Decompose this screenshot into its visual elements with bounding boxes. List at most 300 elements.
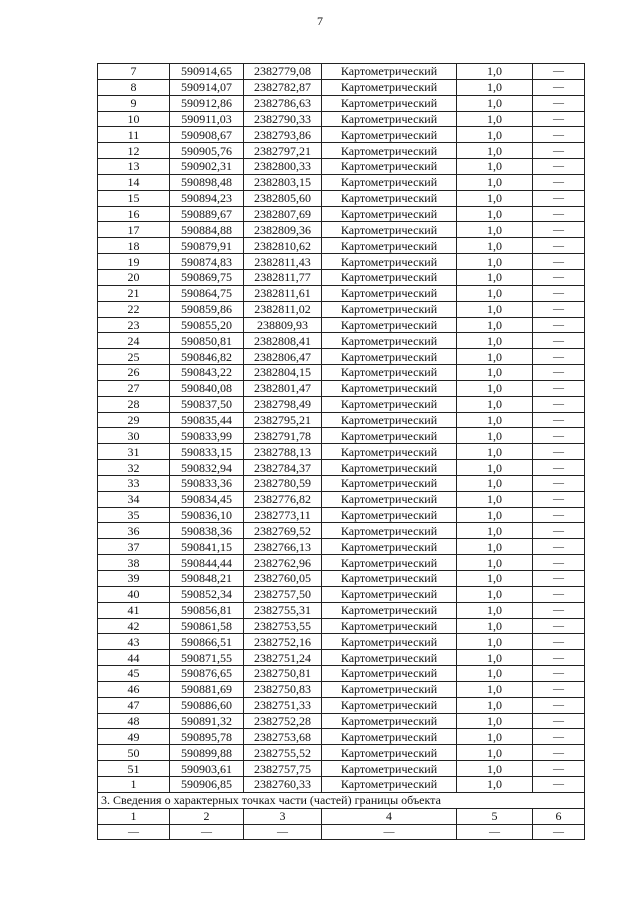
cell-note: — — [533, 127, 585, 143]
cell-point-number: 21 — [98, 285, 170, 301]
cell-accuracy: 1,0 — [457, 79, 533, 95]
cell-note: — — [533, 586, 585, 602]
cell-point-number: 33 — [98, 475, 170, 491]
cell-method: Картометрический — [322, 365, 457, 381]
cell-point-number: 18 — [98, 238, 170, 254]
table-row — [98, 79, 585, 95]
cell-method: Картометрический — [322, 650, 457, 666]
table-row — [98, 776, 585, 792]
cell-coordinate-y: 2382757,50 — [244, 586, 322, 602]
cell-accuracy: 1,0 — [457, 143, 533, 159]
cell-point-number: 35 — [98, 507, 170, 523]
cell-coordinate-y: 2382808,41 — [244, 333, 322, 349]
cell-point-number: 28 — [98, 396, 170, 412]
cell-method: Картометрический — [322, 586, 457, 602]
cell-coordinate-y: 2382811,02 — [244, 301, 322, 317]
cell-coordinate-y: 2382804,15 — [244, 365, 322, 381]
cell-coordinate-y: 2382784,37 — [244, 460, 322, 476]
cell-note: — — [533, 697, 585, 713]
cell-point-number: 27 — [98, 380, 170, 396]
cell-coordinate-x: 590833,99 — [170, 428, 244, 444]
cell-coordinate-x: 590841,15 — [170, 539, 244, 555]
cell-point-number: 9 — [98, 95, 170, 111]
section3-col-3: 3 — [244, 808, 322, 824]
cell-coordinate-y: 2382751,24 — [244, 650, 322, 666]
cell-coordinate-x: 590874,83 — [170, 254, 244, 270]
cell-note: — — [533, 507, 585, 523]
cell-method: Картометрический — [322, 713, 457, 729]
cell-coordinate-x: 590908,67 — [170, 127, 244, 143]
table-row — [98, 475, 585, 491]
cell-coordinate-x: 590833,15 — [170, 444, 244, 460]
cell-point-number: 20 — [98, 269, 170, 285]
table-row — [98, 602, 585, 618]
cell-coordinate-y: 2382782,87 — [244, 79, 322, 95]
table-row — [98, 460, 585, 476]
cell-note: — — [533, 95, 585, 111]
table-row — [98, 222, 585, 238]
cell-method: Картометрический — [322, 127, 457, 143]
cell-note: — — [533, 365, 585, 381]
cell-note: — — [533, 491, 585, 507]
cell-accuracy: 1,0 — [457, 396, 533, 412]
cell-note: — — [533, 539, 585, 555]
cell-coordinate-x: 590866,51 — [170, 634, 244, 650]
section3-empty-cell-2: — — [170, 824, 244, 840]
cell-point-number: 42 — [98, 618, 170, 634]
cell-accuracy: 1,0 — [457, 666, 533, 682]
section3-col-2: 2 — [170, 808, 244, 824]
cell-point-number: 45 — [98, 666, 170, 682]
cell-coordinate-x: 590912,86 — [170, 95, 244, 111]
cell-accuracy: 1,0 — [457, 602, 533, 618]
section3-empty-cell-6: — — [533, 824, 585, 840]
cell-coordinate-x: 590856,81 — [170, 602, 244, 618]
cell-coordinate-x: 590914,07 — [170, 79, 244, 95]
cell-point-number: 46 — [98, 681, 170, 697]
cell-note: — — [533, 380, 585, 396]
table-row — [98, 111, 585, 127]
section3-empty-cell-1: — — [98, 824, 170, 840]
cell-method: Картометрический — [322, 666, 457, 682]
cell-coordinate-y: 2382803,15 — [244, 174, 322, 190]
cell-coordinate-y: 2382762,96 — [244, 555, 322, 571]
cell-coordinate-y: 2382793,86 — [244, 127, 322, 143]
cell-method: Картометрический — [322, 745, 457, 761]
table-row — [98, 634, 585, 650]
table-row — [98, 666, 585, 682]
cell-coordinate-x: 590899,88 — [170, 745, 244, 761]
cell-coordinate-x: 590838,36 — [170, 523, 244, 539]
cell-coordinate-x: 590889,67 — [170, 206, 244, 222]
table-row — [98, 650, 585, 666]
cell-note: — — [533, 713, 585, 729]
cell-method: Картометрический — [322, 174, 457, 190]
cell-coordinate-x: 590903,61 — [170, 761, 244, 777]
cell-method: Картометрический — [322, 64, 457, 80]
cell-note: — — [533, 269, 585, 285]
cell-method: Картометрический — [322, 143, 457, 159]
cell-coordinate-y: 2382750,83 — [244, 681, 322, 697]
table-row — [98, 681, 585, 697]
cell-method: Картометрический — [322, 79, 457, 95]
cell-point-number: 23 — [98, 317, 170, 333]
table-row — [98, 127, 585, 143]
table-row — [98, 761, 585, 777]
cell-accuracy: 1,0 — [457, 523, 533, 539]
cell-accuracy: 1,0 — [457, 634, 533, 650]
cell-note: — — [533, 349, 585, 365]
cell-note: — — [533, 238, 585, 254]
cell-point-number: 10 — [98, 111, 170, 127]
cell-coordinate-y: 2382805,60 — [244, 190, 322, 206]
cell-coordinate-y: 2382798,49 — [244, 396, 322, 412]
cell-method: Картометрический — [322, 396, 457, 412]
table-row — [98, 254, 585, 270]
cell-note: — — [533, 190, 585, 206]
cell-coordinate-x: 590906,85 — [170, 776, 244, 792]
cell-point-number: 22 — [98, 301, 170, 317]
cell-coordinate-y: 2382757,75 — [244, 761, 322, 777]
cell-coordinate-x: 590844,44 — [170, 555, 244, 571]
section3-title: 3. Сведения о характерных точках части (частей) границы объекта — [98, 792, 585, 808]
cell-coordinate-x: 590869,75 — [170, 269, 244, 285]
coordinates-table-body — [98, 64, 585, 793]
cell-method: Картометрический — [322, 301, 457, 317]
cell-coordinate-y: 2382806,47 — [244, 349, 322, 365]
cell-accuracy: 1,0 — [457, 650, 533, 666]
cell-accuracy: 1,0 — [457, 190, 533, 206]
cell-note: — — [533, 475, 585, 491]
cell-method: Картометрический — [322, 460, 457, 476]
table-row — [98, 301, 585, 317]
cell-point-number: 15 — [98, 190, 170, 206]
cell-coordinate-y: 2382811,43 — [244, 254, 322, 270]
cell-point-number: 41 — [98, 602, 170, 618]
table-row — [98, 491, 585, 507]
cell-coordinate-x: 590852,34 — [170, 586, 244, 602]
cell-note: — — [533, 317, 585, 333]
table-row — [98, 174, 585, 190]
cell-point-number: 47 — [98, 697, 170, 713]
section3-col-4: 4 — [322, 808, 457, 824]
table-row — [98, 555, 585, 571]
cell-accuracy: 1,0 — [457, 555, 533, 571]
table-row — [98, 95, 585, 111]
cell-method: Картометрический — [322, 190, 457, 206]
table-row — [98, 64, 585, 80]
cell-method: Картометрический — [322, 333, 457, 349]
section3-empty-cell-5: — — [457, 824, 533, 840]
cell-coordinate-x: 590848,21 — [170, 571, 244, 587]
cell-method: Картометрический — [322, 571, 457, 587]
cell-coordinate-x: 590834,45 — [170, 491, 244, 507]
cell-point-number: 7 — [98, 64, 170, 80]
cell-accuracy: 1,0 — [457, 460, 533, 476]
cell-note: — — [533, 412, 585, 428]
cell-accuracy: 1,0 — [457, 618, 533, 634]
cell-accuracy: 1,0 — [457, 349, 533, 365]
cell-coordinate-y: 2382800,33 — [244, 159, 322, 175]
cell-coordinate-y: 2382795,21 — [244, 412, 322, 428]
table-row — [98, 539, 585, 555]
cell-note: — — [533, 571, 585, 587]
cell-method: Картометрический — [322, 159, 457, 175]
section3-header-row — [98, 808, 585, 824]
cell-note: — — [533, 729, 585, 745]
cell-accuracy: 1,0 — [457, 301, 533, 317]
cell-coordinate-x: 590850,81 — [170, 333, 244, 349]
cell-accuracy: 1,0 — [457, 761, 533, 777]
cell-accuracy: 1,0 — [457, 317, 533, 333]
cell-coordinate-y: 2382807,69 — [244, 206, 322, 222]
cell-coordinate-x: 590836,10 — [170, 507, 244, 523]
cell-point-number: 29 — [98, 412, 170, 428]
cell-point-number: 38 — [98, 555, 170, 571]
cell-accuracy: 1,0 — [457, 681, 533, 697]
cell-accuracy: 1,0 — [457, 745, 533, 761]
cell-coordinate-x: 590884,88 — [170, 222, 244, 238]
cell-coordinate-y: 2382753,68 — [244, 729, 322, 745]
cell-accuracy: 1,0 — [457, 586, 533, 602]
table-row — [98, 269, 585, 285]
cell-note: — — [533, 301, 585, 317]
cell-coordinate-y: 2382788,13 — [244, 444, 322, 460]
cell-note: — — [533, 681, 585, 697]
cell-point-number: 30 — [98, 428, 170, 444]
cell-accuracy: 1,0 — [457, 713, 533, 729]
cell-coordinate-x: 590855,20 — [170, 317, 244, 333]
cell-accuracy: 1,0 — [457, 776, 533, 792]
coordinates-table — [97, 63, 585, 840]
cell-coordinate-y: 2382760,05 — [244, 571, 322, 587]
cell-point-number: 24 — [98, 333, 170, 349]
cell-coordinate-y: 2382809,36 — [244, 222, 322, 238]
cell-accuracy: 1,0 — [457, 95, 533, 111]
cell-note: — — [533, 650, 585, 666]
cell-point-number: 39 — [98, 571, 170, 587]
cell-point-number: 13 — [98, 159, 170, 175]
cell-accuracy: 1,0 — [457, 380, 533, 396]
cell-coordinate-y: 2382780,59 — [244, 475, 322, 491]
table-row — [98, 697, 585, 713]
cell-method: Картометрический — [322, 602, 457, 618]
cell-point-number: 11 — [98, 127, 170, 143]
cell-note: — — [533, 143, 585, 159]
cell-point-number: 49 — [98, 729, 170, 745]
cell-note: — — [533, 634, 585, 650]
cell-accuracy: 1,0 — [457, 111, 533, 127]
cell-method: Картометрический — [322, 697, 457, 713]
cell-method: Картометрический — [322, 618, 457, 634]
cell-coordinate-y: 2382811,61 — [244, 285, 322, 301]
table-row — [98, 380, 585, 396]
cell-coordinate-x: 590881,69 — [170, 681, 244, 697]
table-row — [98, 571, 585, 587]
table-row — [98, 523, 585, 539]
cell-accuracy: 1,0 — [457, 238, 533, 254]
table-row — [98, 285, 585, 301]
table-row — [98, 586, 585, 602]
cell-accuracy: 1,0 — [457, 127, 533, 143]
cell-point-number: 36 — [98, 523, 170, 539]
cell-coordinate-y: 2382791,78 — [244, 428, 322, 444]
cell-accuracy: 1,0 — [457, 507, 533, 523]
table-row — [98, 729, 585, 745]
cell-note: — — [533, 761, 585, 777]
cell-accuracy: 1,0 — [457, 539, 533, 555]
cell-coordinate-x: 590895,78 — [170, 729, 244, 745]
cell-coordinate-y: 2382750,81 — [244, 666, 322, 682]
cell-note: — — [533, 111, 585, 127]
cell-method: Картометрический — [322, 507, 457, 523]
cell-coordinate-y: 2382790,33 — [244, 111, 322, 127]
cell-coordinate-x: 590837,50 — [170, 396, 244, 412]
table-row — [98, 206, 585, 222]
table-row — [98, 238, 585, 254]
cell-method: Картометрический — [322, 111, 457, 127]
table-row — [98, 333, 585, 349]
cell-point-number: 17 — [98, 222, 170, 238]
cell-coordinate-x: 590902,31 — [170, 159, 244, 175]
cell-method: Картометрический — [322, 428, 457, 444]
cell-method: Картометрический — [322, 285, 457, 301]
cell-point-number: 25 — [98, 349, 170, 365]
cell-note: — — [533, 460, 585, 476]
cell-coordinate-y: 2382779,08 — [244, 64, 322, 80]
cell-accuracy: 1,0 — [457, 269, 533, 285]
cell-accuracy: 1,0 — [457, 729, 533, 745]
cell-accuracy: 1,0 — [457, 206, 533, 222]
cell-note: — — [533, 666, 585, 682]
cell-point-number: 50 — [98, 745, 170, 761]
table-row — [98, 143, 585, 159]
table-row — [98, 444, 585, 460]
cell-method: Картометрический — [322, 475, 457, 491]
cell-method: Картометрический — [322, 776, 457, 792]
cell-coordinate-x: 590846,82 — [170, 349, 244, 365]
cell-point-number: 26 — [98, 365, 170, 381]
cell-method: Картометрический — [322, 444, 457, 460]
cell-coordinate-x: 590832,94 — [170, 460, 244, 476]
table-row — [98, 713, 585, 729]
cell-accuracy: 1,0 — [457, 428, 533, 444]
cell-method: Картометрический — [322, 681, 457, 697]
cell-coordinate-x: 590914,65 — [170, 64, 244, 80]
cell-coordinate-x: 590861,58 — [170, 618, 244, 634]
table-row — [98, 349, 585, 365]
cell-point-number: 8 — [98, 79, 170, 95]
cell-point-number: 12 — [98, 143, 170, 159]
cell-method: Картометрический — [322, 634, 457, 650]
cell-coordinate-y: 2382755,52 — [244, 745, 322, 761]
cell-note: — — [533, 79, 585, 95]
table-row — [98, 618, 585, 634]
cell-note: — — [533, 745, 585, 761]
cell-coordinate-x: 590891,32 — [170, 713, 244, 729]
cell-note: — — [533, 555, 585, 571]
cell-note: — — [533, 206, 585, 222]
cell-point-number: 34 — [98, 491, 170, 507]
cell-method: Картометрический — [322, 349, 457, 365]
cell-coordinate-y: 2382752,28 — [244, 713, 322, 729]
cell-note: — — [533, 618, 585, 634]
cell-note: — — [533, 428, 585, 444]
cell-point-number: 37 — [98, 539, 170, 555]
cell-note: — — [533, 444, 585, 460]
cell-accuracy: 1,0 — [457, 697, 533, 713]
section3-empty-cell-3: — — [244, 824, 322, 840]
cell-method: Картометрический — [322, 222, 457, 238]
cell-accuracy: 1,0 — [457, 159, 533, 175]
page-number: 7 — [317, 14, 323, 28]
cell-accuracy: 1,0 — [457, 174, 533, 190]
cell-method: Картометрический — [322, 491, 457, 507]
cell-accuracy: 1,0 — [457, 491, 533, 507]
cell-method: Картометрический — [322, 729, 457, 745]
cell-accuracy: 1,0 — [457, 365, 533, 381]
cell-coordinate-y: 2382760,33 — [244, 776, 322, 792]
cell-coordinate-y: 2382801,47 — [244, 380, 322, 396]
cell-coordinate-x: 590898,48 — [170, 174, 244, 190]
cell-accuracy: 1,0 — [457, 254, 533, 270]
cell-coordinate-y: 2382752,16 — [244, 634, 322, 650]
cell-note: — — [533, 174, 585, 190]
cell-coordinate-x: 590840,08 — [170, 380, 244, 396]
cell-accuracy: 1,0 — [457, 412, 533, 428]
cell-coordinate-y: 2382810,62 — [244, 238, 322, 254]
cell-coordinate-x: 590876,65 — [170, 666, 244, 682]
table-row — [98, 745, 585, 761]
cell-note: — — [533, 64, 585, 80]
table-row — [98, 365, 585, 381]
cell-accuracy: 1,0 — [457, 444, 533, 460]
cell-note: — — [533, 222, 585, 238]
cell-method: Картометрический — [322, 238, 457, 254]
cell-method: Картометрический — [322, 206, 457, 222]
table-row — [98, 507, 585, 523]
cell-note: — — [533, 523, 585, 539]
section3-col-6: 6 — [533, 808, 585, 824]
table-row — [98, 190, 585, 206]
cell-coordinate-y: 238809,93 — [244, 317, 322, 333]
cell-point-number: 14 — [98, 174, 170, 190]
cell-point-number: 40 — [98, 586, 170, 602]
cell-coordinate-y: 2382751,33 — [244, 697, 322, 713]
table-row — [98, 396, 585, 412]
cell-coordinate-x: 590864,75 — [170, 285, 244, 301]
cell-point-number: 1 — [98, 776, 170, 792]
cell-method: Картометрический — [322, 269, 457, 285]
table-row — [98, 428, 585, 444]
cell-note: — — [533, 396, 585, 412]
cell-coordinate-x: 590911,03 — [170, 111, 244, 127]
section3-empty-row — [98, 824, 585, 840]
cell-method: Картометрический — [322, 539, 457, 555]
cell-coordinate-y: 2382755,31 — [244, 602, 322, 618]
cell-accuracy: 1,0 — [457, 571, 533, 587]
section3-empty-cell-4: — — [322, 824, 457, 840]
cell-coordinate-y: 2382753,55 — [244, 618, 322, 634]
cell-note: — — [533, 602, 585, 618]
cell-accuracy: 1,0 — [457, 64, 533, 80]
cell-note: — — [533, 776, 585, 792]
cell-accuracy: 1,0 — [457, 333, 533, 349]
cell-point-number: 43 — [98, 634, 170, 650]
cell-note: — — [533, 254, 585, 270]
cell-accuracy: 1,0 — [457, 285, 533, 301]
cell-coordinate-x: 590905,76 — [170, 143, 244, 159]
